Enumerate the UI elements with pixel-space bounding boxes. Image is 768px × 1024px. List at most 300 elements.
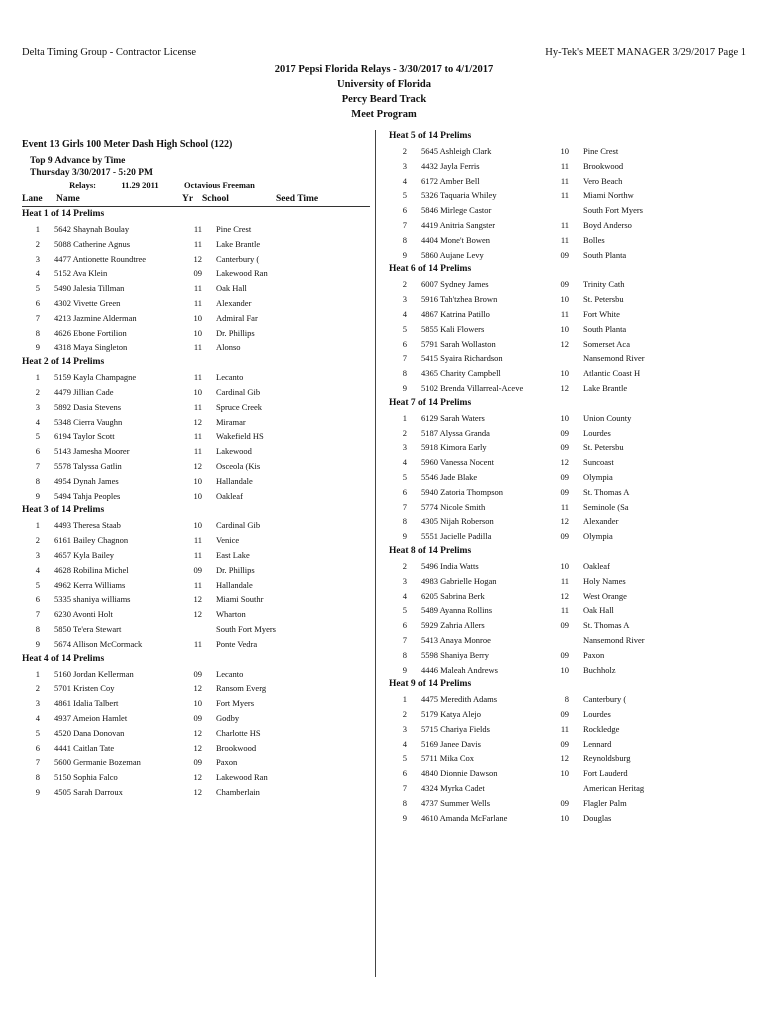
heat-block <box>22 355 370 503</box>
entry-lane: 9 <box>402 812 407 823</box>
entry-name: 4475 Meredith Adams <box>421 694 498 705</box>
entry-name: 5929 Zahria Allers <box>421 620 485 631</box>
entry-year: 09 <box>193 268 202 279</box>
right-column <box>389 129 749 825</box>
entry-row <box>389 737 749 752</box>
entry-lane: 7 <box>35 609 40 620</box>
entry-lane: 6 <box>35 297 40 308</box>
entry-year: 12 <box>193 683 202 694</box>
entry-name: 5489 Ayanna Rollins <box>421 605 492 616</box>
entry-lane: 8 <box>402 649 407 660</box>
entry-lane: 7 <box>402 501 407 512</box>
entry-name: 4861 Idalia Talbert <box>54 698 119 709</box>
entry-row <box>389 470 749 485</box>
entry-school: Lakewood Ran <box>216 772 268 783</box>
entry-school: Lourdes <box>583 427 611 438</box>
entry-name: 4954 Dynah James <box>54 475 119 486</box>
entry-name: 6007 Sydney James <box>421 279 489 290</box>
entry-lane: 5 <box>35 727 40 738</box>
entry-name: 4432 Jayla Ferris <box>421 160 480 171</box>
entry-row <box>389 589 749 604</box>
entry-lane: 5 <box>402 323 407 334</box>
entry-year: 11 <box>560 308 569 319</box>
entry-year: 11 <box>193 638 202 649</box>
entry-name: 4937 Ameion Hamlet <box>54 712 128 723</box>
entry-lane: 6 <box>402 620 407 631</box>
entry-row <box>389 707 749 722</box>
entry-school: South Fort Myers <box>583 205 643 216</box>
entry-lane: 9 <box>35 342 40 353</box>
entry-name: 4441 Caitlan Tate <box>54 742 115 753</box>
entry-lane: 2 <box>402 279 407 290</box>
entry-lane: 7 <box>402 219 407 230</box>
entry-school: Alonso <box>216 342 241 353</box>
entry-row <box>389 781 749 796</box>
entry-school: South Planta <box>583 249 627 260</box>
header-seed-time: Seed Time <box>276 194 319 204</box>
entry-lane: 1 <box>35 668 40 679</box>
entry-year: 11 <box>560 234 569 245</box>
entry-row <box>389 500 749 515</box>
entry-row <box>389 529 749 544</box>
heat-title: Heat 9 of 14 Prelims <box>389 679 472 690</box>
entry-row <box>22 222 370 237</box>
header-school: School <box>202 194 229 204</box>
entry-school: Lecanto <box>216 372 244 383</box>
entry-school: Ponte Vedra <box>216 638 258 649</box>
entry-lane: 6 <box>35 446 40 457</box>
entry-name: 5348 Cierra Vaughn <box>54 416 123 427</box>
entry-school: Hallandale <box>216 579 253 590</box>
entry-row <box>389 633 749 648</box>
entry-year: 11 <box>193 535 202 546</box>
entry-year: 12 <box>193 609 202 620</box>
entry-school: Paxon <box>216 757 238 768</box>
entry-name: 5711 Mika Cox <box>421 753 475 764</box>
entry-school: South Planta <box>583 323 627 334</box>
entry-school: Nansemond River <box>583 353 645 364</box>
entry-year: 11 <box>193 238 202 249</box>
entry-lane: 6 <box>35 742 40 753</box>
entry-year: 09 <box>560 249 569 260</box>
entry-row <box>389 144 749 159</box>
entry-lane: 3 <box>402 723 407 734</box>
entry-year: 12 <box>560 753 569 764</box>
entry-name: 4365 Charity Campbell <box>421 368 501 379</box>
entry-school: Pine Crest <box>583 146 619 156</box>
entry-school: Hallandale <box>216 475 253 486</box>
entry-lane: 4 <box>402 457 407 468</box>
entry-lane: 8 <box>35 623 40 634</box>
entry-name: 5774 Nicole Smith <box>421 501 486 512</box>
entry-school: Oak Hall <box>583 605 614 616</box>
entry-school: Venice <box>216 535 240 546</box>
entry-school: Seminole (Sa <box>583 501 629 512</box>
entry-name: 5645 Ashleigh Clark <box>421 146 492 156</box>
entry-school: Holy Names <box>583 575 626 586</box>
entry-row <box>22 770 370 785</box>
entry-name: 6129 Sarah Waters <box>421 412 485 423</box>
heat-block <box>389 544 749 677</box>
entry-name: 5187 Alyssa Granda <box>421 427 490 438</box>
entry-name: 5715 Chariya Fields <box>421 723 490 734</box>
entry-row <box>22 637 370 652</box>
entry-name: 6230 Avonti Holt <box>54 609 113 620</box>
left-heat-list <box>22 207 370 800</box>
entry-lane: 4 <box>35 268 40 279</box>
entry-year <box>551 633 569 648</box>
entry-school: Oak Hall <box>216 283 247 294</box>
entry-year: 12 <box>193 594 202 605</box>
entry-year: 11 <box>560 175 569 186</box>
entry-year: 09 <box>193 564 202 575</box>
entry-name: 6205 Sabrina Berk <box>421 590 485 601</box>
entry-row <box>389 366 749 381</box>
entry-year: 09 <box>193 668 202 679</box>
entry-row <box>22 415 370 430</box>
entry-row <box>389 307 749 322</box>
heat-title: Heat 8 of 14 Prelims <box>389 545 472 556</box>
entry-lane: 7 <box>35 312 40 323</box>
entry-row <box>22 755 370 770</box>
header-lane: Lane <box>22 194 43 204</box>
entry-year: 10 <box>560 412 569 423</box>
entry-school: Reynoldsburg <box>583 753 631 764</box>
entry-year: 09 <box>560 797 569 808</box>
entry-school: Godby <box>216 712 240 723</box>
entry-school: Buchholz <box>583 664 616 675</box>
entry-school: Chamberlain <box>216 786 260 797</box>
entry-school: Wharton <box>216 609 246 620</box>
entry-row <box>389 248 749 263</box>
entry-lane: 8 <box>402 368 407 379</box>
entry-year: 10 <box>560 664 569 675</box>
entry-row <box>389 796 749 811</box>
entry-school: Canterbury ( <box>216 253 260 264</box>
entry-lane: 9 <box>402 531 407 542</box>
entry-lane: 7 <box>35 757 40 768</box>
entry-name: 6161 Bailey Chagnon <box>54 535 129 546</box>
entry-lane: 2 <box>35 238 40 249</box>
entry-name: 4628 Robilina Michel <box>54 564 129 575</box>
entry-school: St. Thomas A <box>583 620 630 631</box>
entry-school: Lakewood Ran <box>216 268 268 279</box>
entry-lane: 1 <box>35 520 40 531</box>
entry-school: Pine Crest <box>216 224 252 234</box>
entry-name: 4626 Ebone Fortilion <box>54 327 127 338</box>
entry-school: Trinity Cath <box>583 279 625 290</box>
entry-name: 5855 Kali Flowers <box>421 323 485 334</box>
entry-lane: 5 <box>402 753 407 764</box>
entry-school: Vero Beach <box>583 175 623 186</box>
entry-year: 10 <box>560 294 569 305</box>
entry-row <box>22 429 370 444</box>
entry-row <box>389 351 749 366</box>
entry-school: South Fort Myers <box>216 623 276 634</box>
heat-title: Heat 5 of 14 Prelims <box>389 131 472 141</box>
entry-year: 12 <box>560 516 569 527</box>
entry-row <box>22 607 370 622</box>
record-label: Relays: <box>69 180 96 190</box>
heat-block <box>22 207 370 355</box>
entry-lane: 5 <box>402 190 407 201</box>
entry-row <box>389 603 749 618</box>
entry-row <box>22 311 370 326</box>
entry-row <box>22 370 370 385</box>
entry-year: 10 <box>193 520 202 531</box>
entry-name: 4493 Theresa Staab <box>54 520 121 531</box>
entry-row <box>389 692 749 707</box>
entry-school: Rockledge <box>583 723 620 734</box>
entry-lane: 9 <box>402 664 407 675</box>
entry-name: 5546 Jade Blake <box>421 471 478 482</box>
entry-name: 5551 Jacielle Padilla <box>421 531 492 542</box>
entry-lane: 6 <box>35 594 40 605</box>
entry-year: 11 <box>193 224 202 234</box>
entry-row <box>22 711 370 726</box>
entry-school: West Orange <box>583 590 627 601</box>
entry-row <box>22 592 370 607</box>
entry-name: 4505 Sarah Darroux <box>54 786 123 797</box>
entry-name: 5701 Kristen Coy <box>54 683 115 694</box>
software-page-label: Hy-Tek's MEET MANAGER 3/29/2017 Page 1 <box>545 47 746 58</box>
entry-lane: 5 <box>35 431 40 442</box>
entry-school: Atlantic Coast H <box>583 368 641 379</box>
entry-lane: 5 <box>402 471 407 482</box>
entry-school: Fort Myers <box>216 698 255 709</box>
entry-lane: 7 <box>402 353 407 364</box>
entry-year: 11 <box>193 342 202 353</box>
entry-lane: 7 <box>35 460 40 471</box>
entry-lane: 9 <box>35 786 40 797</box>
entry-name: 5088 Catherine Agnus <box>54 238 131 249</box>
heat-title: Heat 3 of 14 Prelims <box>22 505 105 516</box>
entry-row <box>22 785 370 800</box>
entry-year: 12 <box>560 382 569 393</box>
entry-school: Boyd Anderso <box>583 219 632 230</box>
entry-year: 11 <box>560 723 569 734</box>
entry-school: Charlotte HS <box>216 727 261 738</box>
entry-row <box>22 741 370 756</box>
entry-name: 5598 Shaniya Berry <box>421 649 489 660</box>
entry-year: 10 <box>193 327 202 338</box>
entry-name: 4610 Amanda McFarlane <box>421 812 508 823</box>
entry-lane: 2 <box>35 683 40 694</box>
entry-row <box>389 455 749 470</box>
entry-name: 4962 Kerra Williams <box>54 579 126 590</box>
entry-row <box>389 514 749 529</box>
right-heat-list <box>389 129 749 825</box>
entry-name: 4324 Myrka Cadet <box>421 783 485 794</box>
entry-row <box>389 381 749 396</box>
entry-lane: 9 <box>402 249 407 260</box>
entry-year: 12 <box>193 772 202 783</box>
entry-name: 4318 Maya Singleton <box>54 342 128 353</box>
entry-school: Ransom Everg <box>216 683 267 694</box>
entry-name: 4737 Summer Wells <box>421 797 491 808</box>
entry-name: 5860 Aujane Levy <box>421 249 484 260</box>
entry-year: 11 <box>560 219 569 230</box>
entry-school: American Heritag <box>583 783 645 794</box>
entry-school: Oakleaf <box>583 560 610 571</box>
entry-school: Olympia <box>583 531 613 542</box>
entry-year: 12 <box>193 786 202 797</box>
entry-row <box>389 411 749 426</box>
entry-school: Dr. Phillips <box>216 564 255 575</box>
entry-name: 4657 Kyla Bailey <box>54 549 114 560</box>
entry-row <box>22 667 370 682</box>
entry-year: 11 <box>560 190 569 201</box>
entry-row <box>22 281 370 296</box>
entry-name: 5960 Vanessa Nocent <box>421 457 495 468</box>
entry-school: Flagler Palm <box>583 797 627 808</box>
entry-name: 5335 shaniya williams <box>54 594 131 605</box>
entry-lane: 8 <box>402 797 407 808</box>
entry-row <box>22 385 370 400</box>
entry-lane: 2 <box>35 386 40 397</box>
meet-record <box>22 179 370 192</box>
entry-school: East Lake <box>216 549 250 560</box>
heat-block <box>22 652 370 800</box>
entry-school: Lake Brantle <box>216 238 261 249</box>
entry-row <box>22 578 370 593</box>
entry-school: Bolles <box>583 234 605 245</box>
entry-school: Union County <box>583 412 632 423</box>
entry-year: 09 <box>560 738 569 749</box>
entry-lane: 4 <box>35 416 40 427</box>
entry-row <box>22 518 370 533</box>
entry-name: 5490 Jalesia Tillman <box>54 283 125 294</box>
entry-name: 4840 Dionnie Dawson <box>421 768 498 779</box>
entry-lane: 3 <box>35 698 40 709</box>
entry-year: 10 <box>560 560 569 571</box>
entry-year: 09 <box>560 709 569 720</box>
entry-school: St. Petersbu <box>583 442 624 453</box>
entry-year: 11 <box>193 549 202 560</box>
entry-school: Paxon <box>583 649 605 660</box>
entry-name: 5143 Jamesha Moorer <box>54 446 130 457</box>
entry-lane: 8 <box>402 234 407 245</box>
entry-row <box>389 337 749 352</box>
entry-year: 11 <box>560 605 569 616</box>
meet-title-block <box>0 62 768 122</box>
entry-lane: 2 <box>402 146 407 156</box>
entry-lane: 1 <box>35 372 40 383</box>
entry-year <box>184 622 202 637</box>
entry-row <box>22 563 370 578</box>
entry-row <box>22 252 370 267</box>
entry-name: 5940 Zatoria Thompson <box>421 486 503 497</box>
entry-name: 5494 Tahja Peoples <box>54 490 121 501</box>
entry-school: Douglas <box>583 812 612 823</box>
entry-year: 11 <box>193 297 202 308</box>
entry-year: 10 <box>193 490 202 501</box>
entry-row <box>389 559 749 574</box>
heat-block <box>389 262 749 395</box>
heat-block <box>22 503 370 651</box>
entry-school: Lecanto <box>216 668 244 679</box>
entry-school: Osceola (Kis <box>216 460 261 471</box>
entry-row <box>22 533 370 548</box>
entry-year: 12 <box>560 457 569 468</box>
entry-name: 5600 Germanie Bozeman <box>54 757 141 768</box>
entry-row <box>22 400 370 415</box>
entry-school: Lakewood <box>216 446 252 457</box>
entry-year <box>551 781 569 796</box>
entry-lane: 3 <box>35 401 40 412</box>
entry-school: Lake Brantle <box>583 382 628 393</box>
entry-name: 5326 Taquaria Whiley <box>421 190 497 201</box>
entry-name: 5152 Ava Klein <box>54 268 108 279</box>
entry-name: 4419 Anitria Sangster <box>421 219 496 230</box>
entry-year: 10 <box>193 386 202 397</box>
entry-lane: 5 <box>402 605 407 616</box>
heat-title: Heat 4 of 14 Prelims <box>22 653 105 664</box>
entry-school: Brookwood <box>583 160 624 171</box>
entry-school: Miami Southr <box>216 594 264 605</box>
entry-row <box>22 622 370 637</box>
entry-lane: 2 <box>402 427 407 438</box>
entry-year: 09 <box>560 471 569 482</box>
entry-year: 09 <box>560 531 569 542</box>
entry-row <box>22 681 370 696</box>
entry-name: 4446 Maleah Andrews <box>421 664 498 675</box>
entry-lane: 5 <box>35 579 40 590</box>
entry-row <box>389 292 749 307</box>
entry-year: 09 <box>560 486 569 497</box>
entry-lane: 4 <box>402 175 407 186</box>
entry-row <box>389 203 749 218</box>
entry-school: Lourdes <box>583 709 611 720</box>
entry-row <box>389 751 749 766</box>
entry-school: Alexander <box>583 516 619 527</box>
entry-school: Cardinal Gib <box>216 386 261 397</box>
entry-row <box>22 326 370 341</box>
entry-year: 09 <box>193 757 202 768</box>
entry-year: 11 <box>193 579 202 590</box>
entry-school: Olympia <box>583 471 613 482</box>
entry-school: Nansemond River <box>583 634 645 645</box>
entry-row <box>389 722 749 737</box>
entry-lane: 2 <box>402 560 407 571</box>
entry-row <box>389 426 749 441</box>
entry-lane: 7 <box>402 634 407 645</box>
entry-year: 12 <box>193 253 202 264</box>
entry-year: 12 <box>193 416 202 427</box>
entry-row <box>389 218 749 233</box>
entry-school: Suncoast <box>583 457 614 468</box>
entry-lane: 1 <box>402 694 407 705</box>
entry-year: 11 <box>560 575 569 586</box>
entry-school: Miramar <box>216 416 246 427</box>
entry-name: 4302 Vivette Green <box>54 297 121 308</box>
entry-year: 8 <box>564 694 569 705</box>
entry-year: 09 <box>560 620 569 631</box>
entry-name: 4477 Antionette Roundtree <box>54 253 147 264</box>
heat-block <box>389 677 749 825</box>
entry-lane: 1 <box>35 224 40 234</box>
entry-name: 5159 Kayla Champagne <box>54 372 137 383</box>
entry-year: 11 <box>193 446 202 457</box>
entry-row <box>22 459 370 474</box>
entry-lane: 5 <box>35 283 40 294</box>
entry-row <box>22 726 370 741</box>
entry-year: 09 <box>560 427 569 438</box>
entry-year: 11 <box>193 401 202 412</box>
entry-year: 12 <box>193 742 202 753</box>
entry-year: 10 <box>560 768 569 779</box>
entry-name: 5413 Anaya Monroe <box>421 634 491 645</box>
